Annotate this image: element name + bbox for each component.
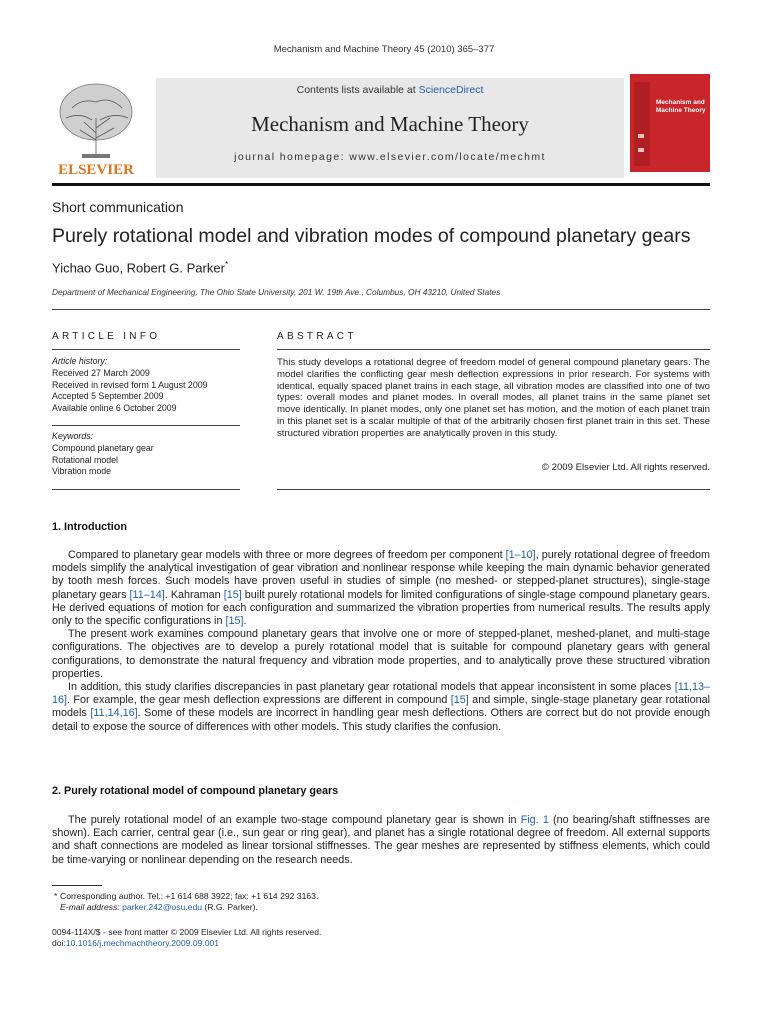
history-revised: Received in revised form 1 August 2009 (52, 379, 208, 390)
publisher-wordmark: ELSEVIER (58, 162, 134, 178)
keyword-item: Compound planetary gear (52, 442, 154, 453)
author-names: Yichao Guo, Robert G. Parker (52, 260, 225, 276)
abstract-body: This study develops a rotational degree of freedom model of general compound planetary gears. The model clarifies the conflicting gear mesh deflection expressions in prior research. For systems with identical, equally spaced planet trains in each stage, all vibration modes are classified into one of two types: overall modes and planet modes. In overall modes, all planet trains in the same planet set move identically. In planet modes, only one planet set has motion, and the motion of each planet train in this planet set is a scalar multiple of that of the arbitrarily chosen first planet train in this set. These structured vibration properties are analytically proven in this study. (277, 357, 710, 439)
elsevier-logo (52, 78, 140, 178)
text-run: , purely rotational degree of freedom models simplify the analytical investigation of gear vibration and nonlinear response while keeping the main dynamic behavior generated by tooth mesh forces. Such models have proven useful in studies of simple (no meshed- or stepped-planet structures), single-stage planetary gears (52, 549, 711, 601)
authors (52, 260, 228, 275)
cover-pattern (630, 74, 710, 172)
article-info-rule (52, 349, 240, 350)
history-label: Article history: (52, 356, 108, 366)
text-run: built purely rotational models for limited configurations of single-stage compound planetary gears. He derived equations of motion for each configuration and summarized the vibration properties from numerical results. The results apply only to the specific configurations in (52, 588, 710, 628)
paragraph (52, 681, 710, 734)
contents-line (156, 84, 624, 96)
keyword-item: Vibration mode (52, 466, 112, 477)
article-info-heading: ARTICLE INFO (52, 331, 161, 342)
citation-link[interactable]: [15] (225, 615, 244, 628)
doi-link[interactable]: 10.1016/j.mechmachtheory.2009.09.001 (65, 938, 220, 949)
abstract-copyright: © 2009 Elsevier Ltd. All rights reserved. (541, 462, 710, 473)
abstract-rule (277, 349, 710, 350)
sciencedirect-link[interactable]: ScienceDirect (418, 84, 484, 96)
journal-homepage[interactable]: journal homepage: www.elsevier.com/locate/mechmt (234, 151, 546, 163)
section-2-heading: 2. Purely rotational model of compound planetary gears (52, 785, 339, 797)
paragraph (52, 814, 710, 867)
citation-link[interactable]: [11,13–16] (52, 681, 710, 707)
contents-prefix: Contents lists available at (296, 84, 419, 96)
header-rule (52, 183, 710, 186)
section-1-heading: 1. Introduction (52, 521, 127, 533)
text-run: Compared to planetary gear models with three or more degrees of freedom per component (68, 549, 506, 561)
citation-link[interactable]: [11,14,16] (90, 707, 138, 720)
history-accepted: Accepted 5 September 2009 (52, 391, 164, 402)
text-run: and simple, single-stage planetary gear rotational models (52, 694, 710, 720)
email-suffix: (R.G. Parker). (202, 902, 258, 913)
text-run: . For example, the gear mesh deflection expressions are different in compound (67, 694, 451, 707)
section-2-body (52, 814, 710, 867)
email-label: E-mail address: (60, 902, 123, 913)
citation-link[interactable]: [11–14] (129, 588, 165, 601)
text-run: . Some of these models are incorrect in handling gear mesh deflections. Others are correct but do not provide enough detail to expose the source of differences with other models. This study clarifies the confusion. (52, 707, 710, 733)
corresponding-text: Corresponding author. Tel.: +1 614 688 3922; fax: +1 614 292 3163. (60, 891, 319, 901)
paper-title: Purely rotational model and vibration modes of compound planetary gears (52, 225, 691, 247)
journal-cover (630, 74, 710, 172)
footnote (54, 891, 700, 914)
text-run: The present work examines compound planetary gears that involve one or more of stepped-planet, meshed-planet, and multi-stage configurations. The objectives are to develop a purely rotational model that is suitable for compound planetary gears with general configurations, to demonstrate the natural frequency and vibration mode properties, and to analytically prove these structured vibration properties. (52, 628, 710, 680)
journal-masthead (52, 74, 710, 182)
article-history (52, 356, 240, 415)
citation-link[interactable]: Fig. 1 (520, 814, 549, 826)
cover-title: Mechanism and Machine Theory (656, 99, 706, 114)
footnote-email (60, 902, 700, 913)
journal-banner (156, 78, 624, 178)
text-run: In addition, this study clarifies discrepancies in past planetary gear rotational models that appear inconsistent in some places (68, 681, 675, 694)
corresponding-author-mark[interactable]: * (224, 260, 229, 269)
citation-link[interactable]: [1–10] (505, 549, 536, 561)
text-run: . (243, 615, 247, 628)
issn-line: 0094-114X/$ - see front matter © 2009 Elsevier Ltd. All rights reserved. (52, 927, 322, 937)
journal-reference: Mechanism and Machine Theory 45 (2010) 365–377 (273, 44, 495, 55)
history-received: Received 27 March 2009 (52, 367, 150, 378)
abstract-heading: ABSTRACT (277, 331, 357, 342)
keywords-rule (52, 425, 240, 426)
email-link[interactable]: parker.242@osu.edu (122, 902, 203, 913)
tree-icon (52, 78, 140, 178)
keywords-label: Keywords: (52, 431, 94, 441)
article-type: Short communication (52, 199, 184, 215)
paragraph (52, 628, 710, 681)
doi-prefix: doi: (52, 938, 66, 949)
keyword-item: Rotational model (52, 454, 119, 465)
citation-link[interactable]: [15] (223, 588, 242, 601)
text-run: The purely rotational model of an example two-stage compound planetary gear is shown in (68, 814, 521, 826)
citation-link[interactable]: [15] (450, 694, 469, 707)
history-online: Available online 6 October 2009 (52, 403, 177, 414)
abstract-bottom-rule (277, 489, 710, 490)
text-run: (no bearing/shaft stiffnesses are shown). Each carrier, central gear (i.e., sun gear or ring gear), and planet has a single rotational degree of freedom. All external supports and shaft connections are modeled as linear torsional stiffnesses. The gear meshes are represented by stiffness elements, which could be time-varying or nonlinear depending on the research needs. (52, 814, 710, 866)
footnote-corresponding (54, 891, 700, 902)
divider-top (52, 309, 710, 310)
front-matter (52, 927, 692, 950)
affiliation: Department of Mechanical Engineering, The Ohio State University, 201 W. 19th Ave., Columbus, OH 43210, United States (52, 287, 501, 297)
paragraph (52, 549, 710, 628)
footnote-rule (52, 885, 102, 886)
article-info-bottom-rule (52, 489, 240, 490)
journal-title: Mechanism and Machine Theory (251, 112, 529, 136)
text-run: . Kahraman (164, 588, 224, 601)
doi-line (52, 938, 692, 949)
section-1-body (52, 549, 710, 734)
footnote-mark: * (54, 891, 58, 901)
keywords (52, 431, 240, 478)
